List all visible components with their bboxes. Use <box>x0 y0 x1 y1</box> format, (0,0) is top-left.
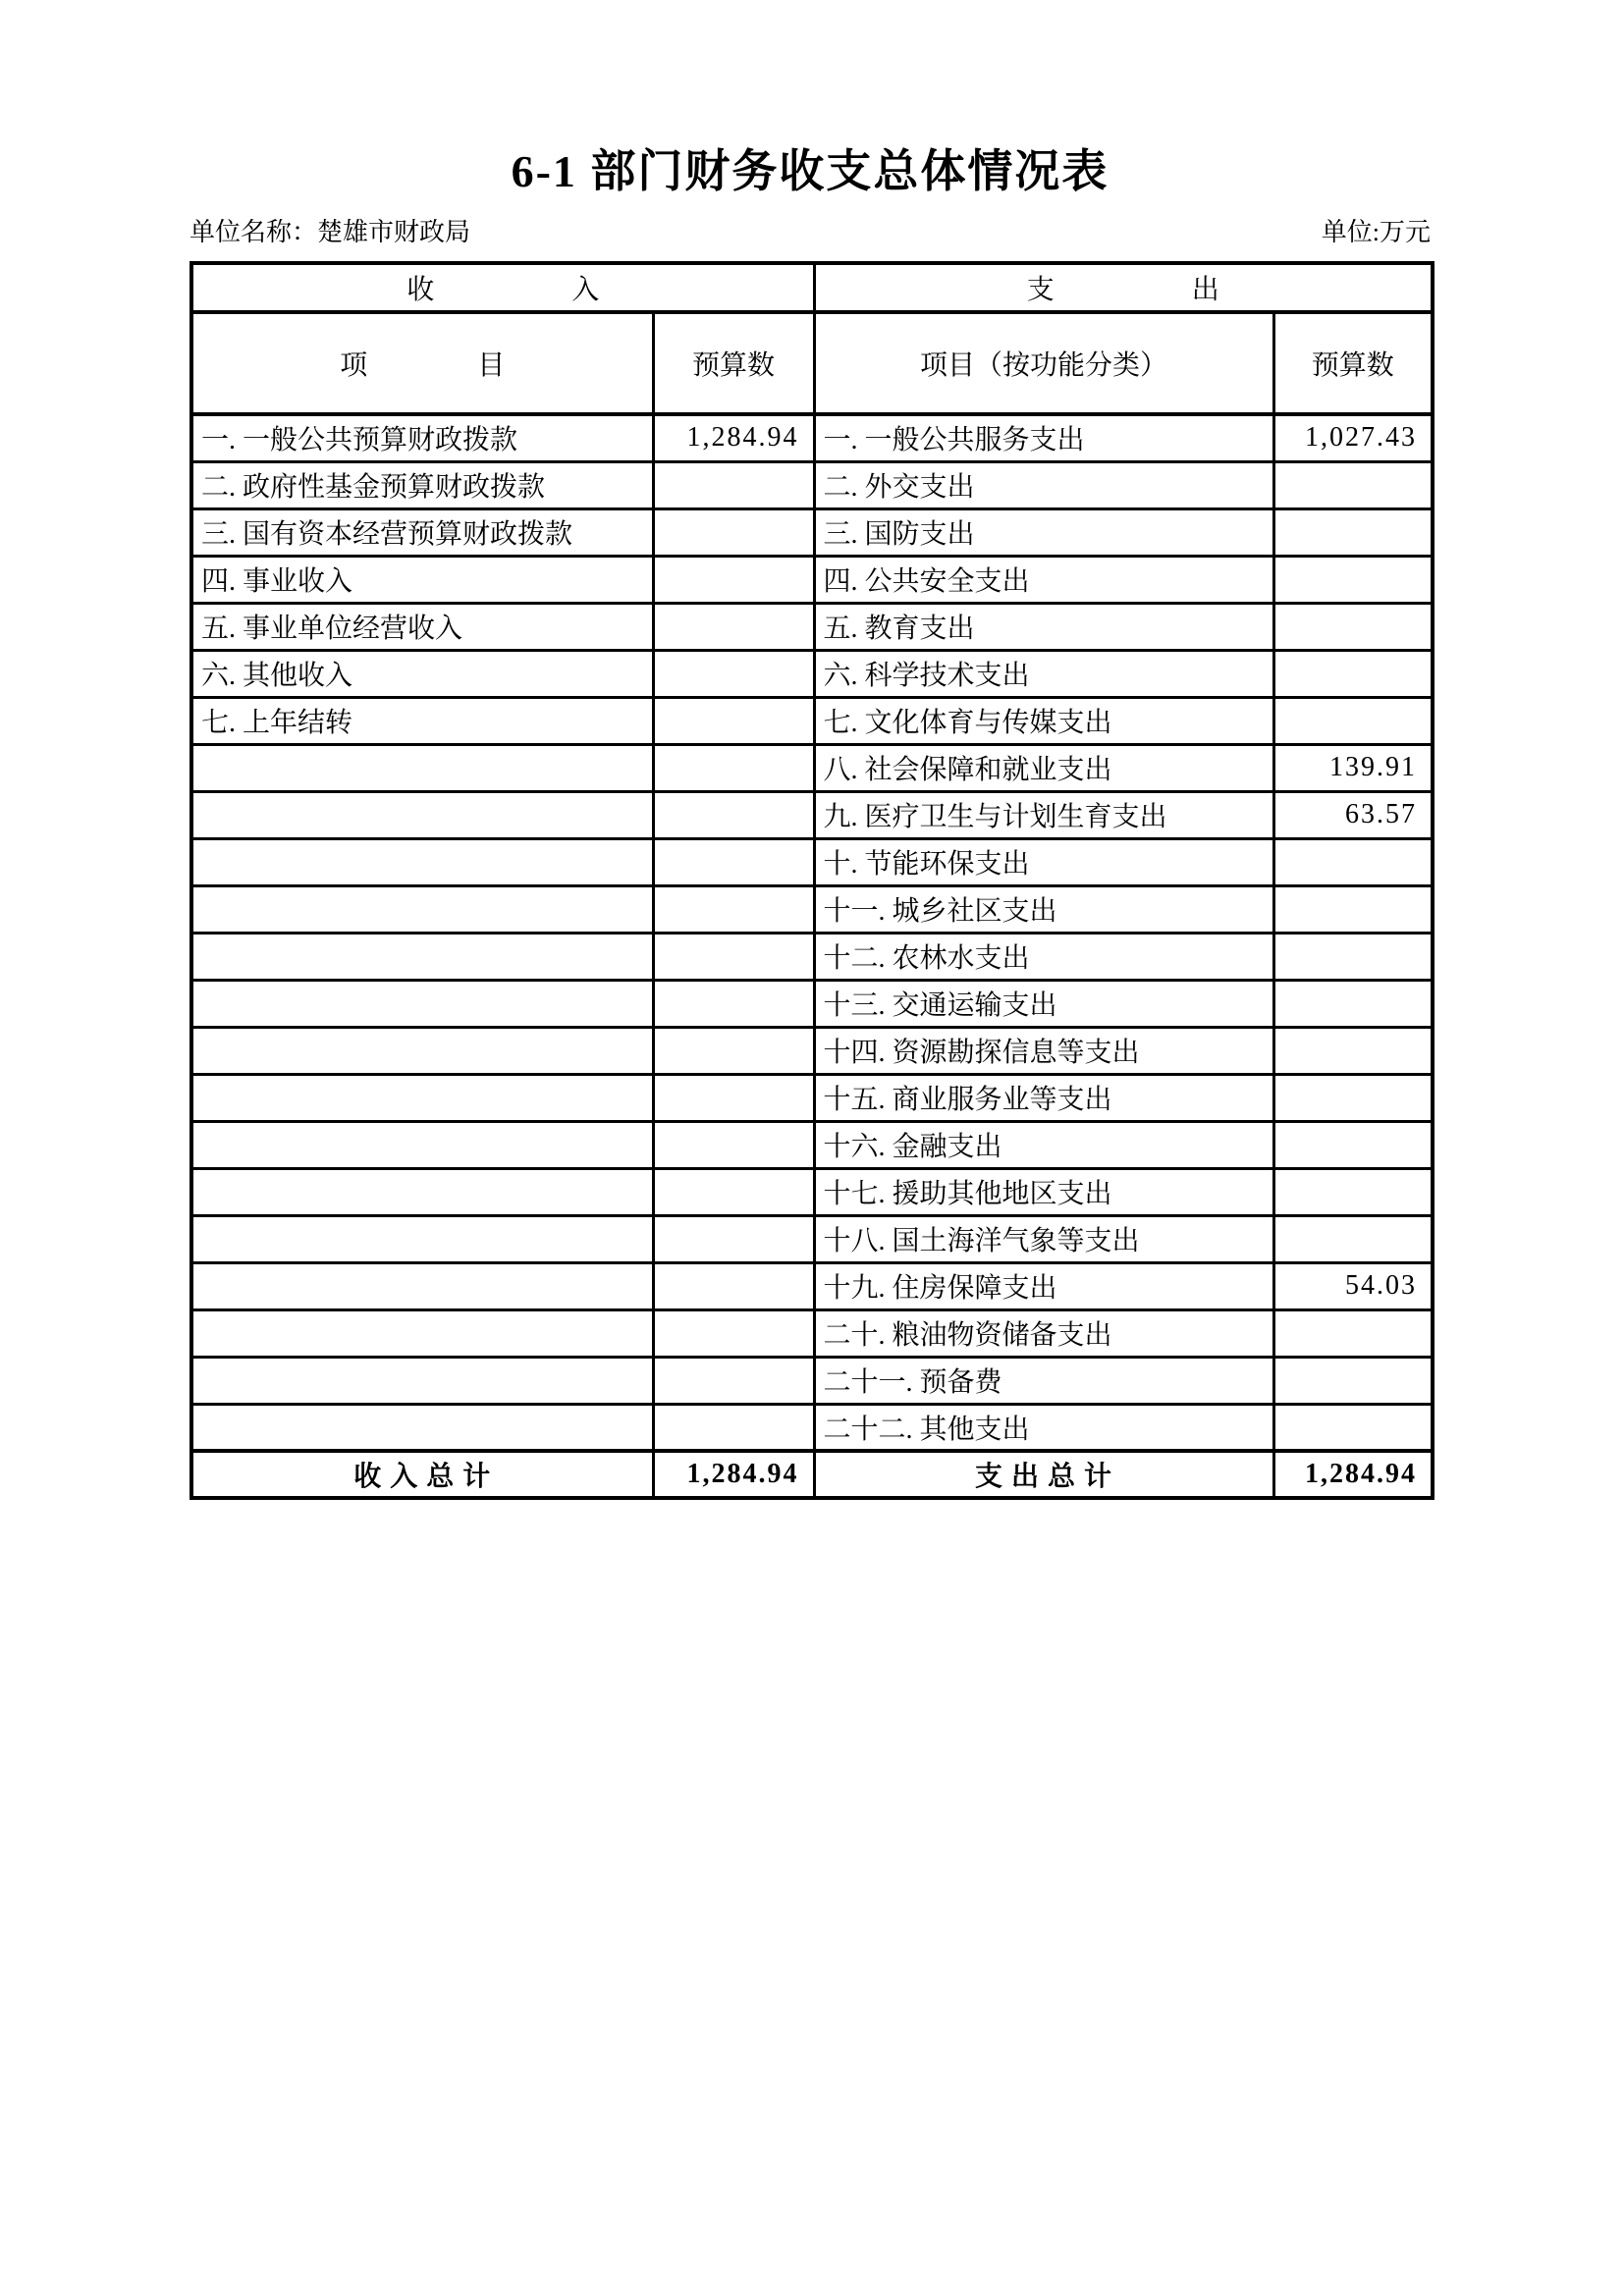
expense-amount-cell <box>1273 556 1433 603</box>
income-amount-cell <box>653 603 814 650</box>
income-item-cell <box>191 1357 653 1404</box>
income-item-cell <box>191 791 653 838</box>
income-item-cell <box>191 838 653 885</box>
table-row <box>191 414 1433 461</box>
expense-item-cell: 二十一. 预备费 <box>814 1357 1273 1404</box>
income-amount-cell <box>653 650 814 697</box>
income-item-column-header: 项 目 <box>191 312 653 414</box>
expense-amount-cell: 63.57 <box>1273 791 1433 838</box>
income-budget-column-header: 预算数 <box>653 312 814 414</box>
section-header-row <box>191 263 1433 312</box>
table-row <box>191 556 1433 603</box>
expense-amount-cell <box>1273 1215 1433 1262</box>
table-row <box>191 1215 1433 1262</box>
expense-amount-cell <box>1273 1357 1433 1404</box>
column-header-row <box>191 312 1433 414</box>
income-amount-cell <box>653 461 814 508</box>
expense-item-cell: 三. 国防支出 <box>814 508 1273 556</box>
expense-item-cell: 十. 节能环保支出 <box>814 838 1273 885</box>
income-item-cell <box>191 744 653 791</box>
table-row <box>191 885 1433 933</box>
expense-amount-cell <box>1273 508 1433 556</box>
income-item-cell: 四. 事业收入 <box>191 556 653 603</box>
income-item-cell: 二. 政府性基金预算财政拨款 <box>191 461 653 508</box>
expense-item-cell: 十六. 金融支出 <box>814 1121 1273 1168</box>
income-section-header: 收 入 <box>191 263 814 312</box>
income-item-cell <box>191 1309 653 1357</box>
income-total-label: 收 入 总 计 <box>191 1451 653 1498</box>
table-row <box>191 933 1433 980</box>
table-row <box>191 791 1433 838</box>
expense-item-cell: 十三. 交通运输支出 <box>814 980 1273 1027</box>
expense-item-cell: 九. 医疗卫生与计划生育支出 <box>814 791 1273 838</box>
income-amount-cell <box>653 556 814 603</box>
income-item-cell: 一. 一般公共预算财政拨款 <box>191 414 653 461</box>
expense-budget-column-header: 预算数 <box>1273 312 1433 414</box>
table-row <box>191 1074 1433 1121</box>
income-amount-cell: 1,284.94 <box>653 414 814 461</box>
income-amount-cell <box>653 933 814 980</box>
income-amount-cell <box>653 744 814 791</box>
budget-table <box>189 261 1435 1500</box>
expense-item-cell: 二十二. 其他支出 <box>814 1404 1273 1451</box>
table-row <box>191 1027 1433 1074</box>
table-row <box>191 1309 1433 1357</box>
income-item-cell: 五. 事业单位经营收入 <box>191 603 653 650</box>
income-item-cell <box>191 1168 653 1215</box>
unit-name-label: 单位名称：楚雄市财政局 <box>189 218 471 246</box>
income-amount-cell <box>653 791 814 838</box>
expense-amount-cell <box>1273 1168 1433 1215</box>
meta-line <box>189 212 1431 248</box>
income-item-cell <box>191 1027 653 1074</box>
expense-amount-cell <box>1273 1027 1433 1074</box>
income-amount-cell <box>653 697 814 744</box>
expense-item-cell: 十四. 资源勘探信息等支出 <box>814 1027 1273 1074</box>
expense-amount-cell <box>1273 1121 1433 1168</box>
table-row <box>191 1168 1433 1215</box>
income-amount-cell <box>653 1309 814 1357</box>
table-row <box>191 1121 1433 1168</box>
income-amount-cell <box>653 1262 814 1309</box>
expense-amount-cell <box>1273 1074 1433 1121</box>
income-amount-cell <box>653 980 814 1027</box>
expense-amount-cell <box>1273 697 1433 744</box>
expense-item-column-header: 项目（按功能分类） <box>814 312 1273 414</box>
income-amount-cell <box>653 1121 814 1168</box>
income-amount-cell <box>653 885 814 933</box>
table-row <box>191 461 1433 508</box>
income-item-cell <box>191 1262 653 1309</box>
expense-item-cell: 十九. 住房保障支出 <box>814 1262 1273 1309</box>
income-item-cell: 三. 国有资本经营预算财政拨款 <box>191 508 653 556</box>
expense-amount-cell <box>1273 933 1433 980</box>
income-amount-cell <box>653 838 814 885</box>
expense-item-cell: 二十. 粮油物资储备支出 <box>814 1309 1273 1357</box>
income-item-cell: 七. 上年结转 <box>191 697 653 744</box>
expense-section-header: 支 出 <box>814 263 1433 312</box>
income-item-cell <box>191 885 653 933</box>
income-item-cell <box>191 1215 653 1262</box>
expense-item-cell: 十七. 援助其他地区支出 <box>814 1168 1273 1215</box>
income-item-cell: 六. 其他收入 <box>191 650 653 697</box>
income-amount-cell <box>653 1027 814 1074</box>
table-row <box>191 1357 1433 1404</box>
expense-item-cell: 七. 文化体育与传媒支出 <box>814 697 1273 744</box>
expense-amount-cell <box>1273 838 1433 885</box>
expense-item-cell: 十一. 城乡社区支出 <box>814 885 1273 933</box>
table-row <box>191 980 1433 1027</box>
income-item-cell <box>191 980 653 1027</box>
income-item-cell <box>191 1404 653 1451</box>
total-row <box>191 1451 1433 1498</box>
income-item-cell <box>191 1074 653 1121</box>
expense-item-cell: 十二. 农林水支出 <box>814 933 1273 980</box>
expense-item-cell: 十八. 国土海洋气象等支出 <box>814 1215 1273 1262</box>
expense-item-cell: 六. 科学技术支出 <box>814 650 1273 697</box>
expense-amount-cell <box>1273 1404 1433 1451</box>
expense-total-label: 支 出 总 计 <box>814 1451 1273 1498</box>
income-amount-cell <box>653 1074 814 1121</box>
income-amount-cell <box>653 1215 814 1262</box>
income-amount-cell <box>653 1168 814 1215</box>
income-item-cell <box>191 933 653 980</box>
expense-amount-cell: 1,027.43 <box>1273 414 1433 461</box>
table-row <box>191 697 1433 744</box>
expense-amount-cell: 54.03 <box>1273 1262 1433 1309</box>
table-row <box>191 603 1433 650</box>
table-row <box>191 1404 1433 1451</box>
expense-amount-cell: 139.91 <box>1273 744 1433 791</box>
expense-item-cell: 十五. 商业服务业等支出 <box>814 1074 1273 1121</box>
expense-amount-cell <box>1273 980 1433 1027</box>
expense-item-cell: 八. 社会保障和就业支出 <box>814 744 1273 791</box>
income-total-amount: 1,284.94 <box>653 1451 814 1498</box>
expense-item-cell: 二. 外交支出 <box>814 461 1273 508</box>
income-item-cell <box>191 1121 653 1168</box>
expense-amount-cell <box>1273 885 1433 933</box>
table-row <box>191 744 1433 791</box>
unit-of-measure-label: 单位:万元 <box>1321 218 1431 246</box>
income-amount-cell <box>653 508 814 556</box>
expense-total-amount: 1,284.94 <box>1273 1451 1433 1498</box>
page-title: 6-1 部门财务收支总体情况表 <box>511 146 1110 196</box>
expense-item-cell: 四. 公共安全支出 <box>814 556 1273 603</box>
income-amount-cell <box>653 1357 814 1404</box>
expense-amount-cell <box>1273 650 1433 697</box>
table-row <box>191 838 1433 885</box>
expense-amount-cell <box>1273 461 1433 508</box>
income-amount-cell <box>653 1404 814 1451</box>
table-row <box>191 1262 1433 1309</box>
table-row <box>191 508 1433 556</box>
expense-item-cell: 一. 一般公共服务支出 <box>814 414 1273 461</box>
table-row <box>191 650 1433 697</box>
expense-item-cell: 五. 教育支出 <box>814 603 1273 650</box>
expense-amount-cell <box>1273 1309 1433 1357</box>
expense-amount-cell <box>1273 603 1433 650</box>
